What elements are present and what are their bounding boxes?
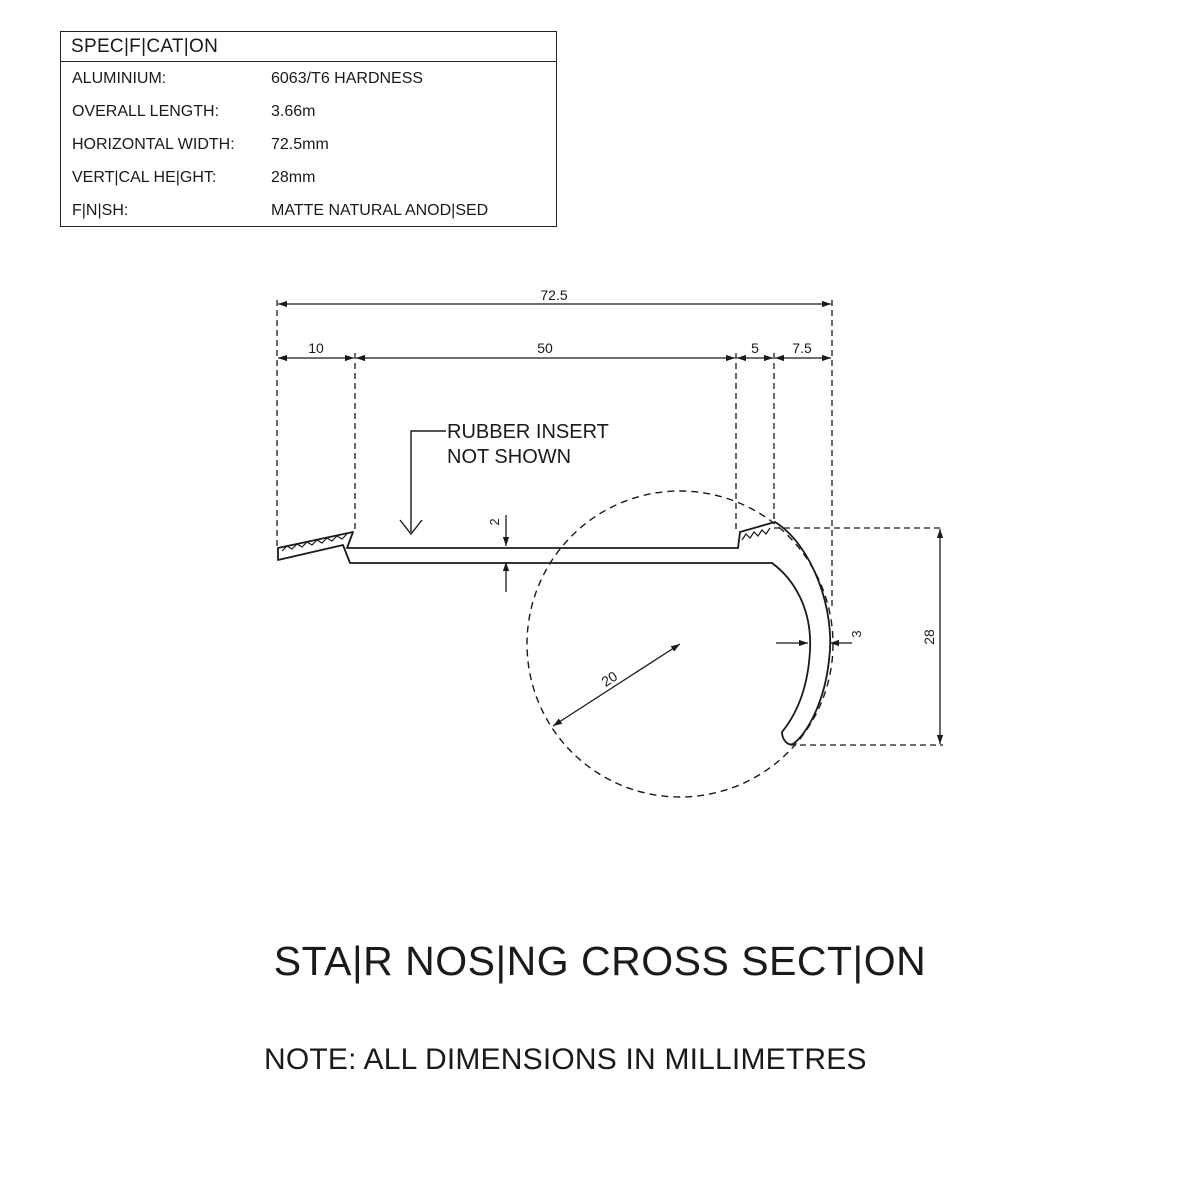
spec-label: ALUMINIUM: bbox=[72, 70, 167, 87]
lip-thickness-label: 3 bbox=[849, 630, 864, 638]
spec-value: 28mm bbox=[271, 169, 316, 186]
right-step-label: 7.5 bbox=[792, 340, 812, 356]
callout-line-1: RUBBER INSERT bbox=[447, 421, 609, 443]
drawing-title: STA|R NOS|NG CROSS SECT|ON bbox=[273, 938, 927, 984]
callout-leader bbox=[400, 431, 446, 534]
spec-value: 3.66m bbox=[271, 103, 316, 120]
spec-value: 72.5mm bbox=[271, 136, 329, 153]
spec-label: VERT|CAL HE|GHT: bbox=[72, 169, 217, 186]
dimension-note: NOTE: ALL DIMENSIONS IN MILLIMETRES bbox=[264, 1043, 867, 1076]
nosing-profile bbox=[278, 522, 830, 744]
spec-label: OVERALL LENGTH: bbox=[72, 103, 220, 120]
radius-dim-line bbox=[553, 644, 680, 726]
channel-label: 50 bbox=[537, 340, 553, 356]
spec-value: 6063/T6 HARDNESS bbox=[271, 70, 424, 87]
spec-value: MATTE NATURAL ANOD|SED bbox=[271, 202, 489, 219]
specification-title: SPEC|F|CAT|ON bbox=[61, 32, 556, 62]
thickness-label: 2 bbox=[487, 518, 502, 526]
callout-line-2: NOT SHOWN bbox=[447, 446, 572, 468]
overall-width-label: 72.5 bbox=[540, 287, 568, 303]
gap-label: 5 bbox=[751, 340, 759, 356]
height-label: 28 bbox=[921, 629, 937, 645]
radius-label: 20 bbox=[598, 667, 621, 690]
spec-label: HORIZONTAL WIDTH: bbox=[72, 136, 235, 153]
spec-label: F|N|SH: bbox=[72, 202, 129, 219]
left-step-label: 10 bbox=[308, 340, 324, 356]
